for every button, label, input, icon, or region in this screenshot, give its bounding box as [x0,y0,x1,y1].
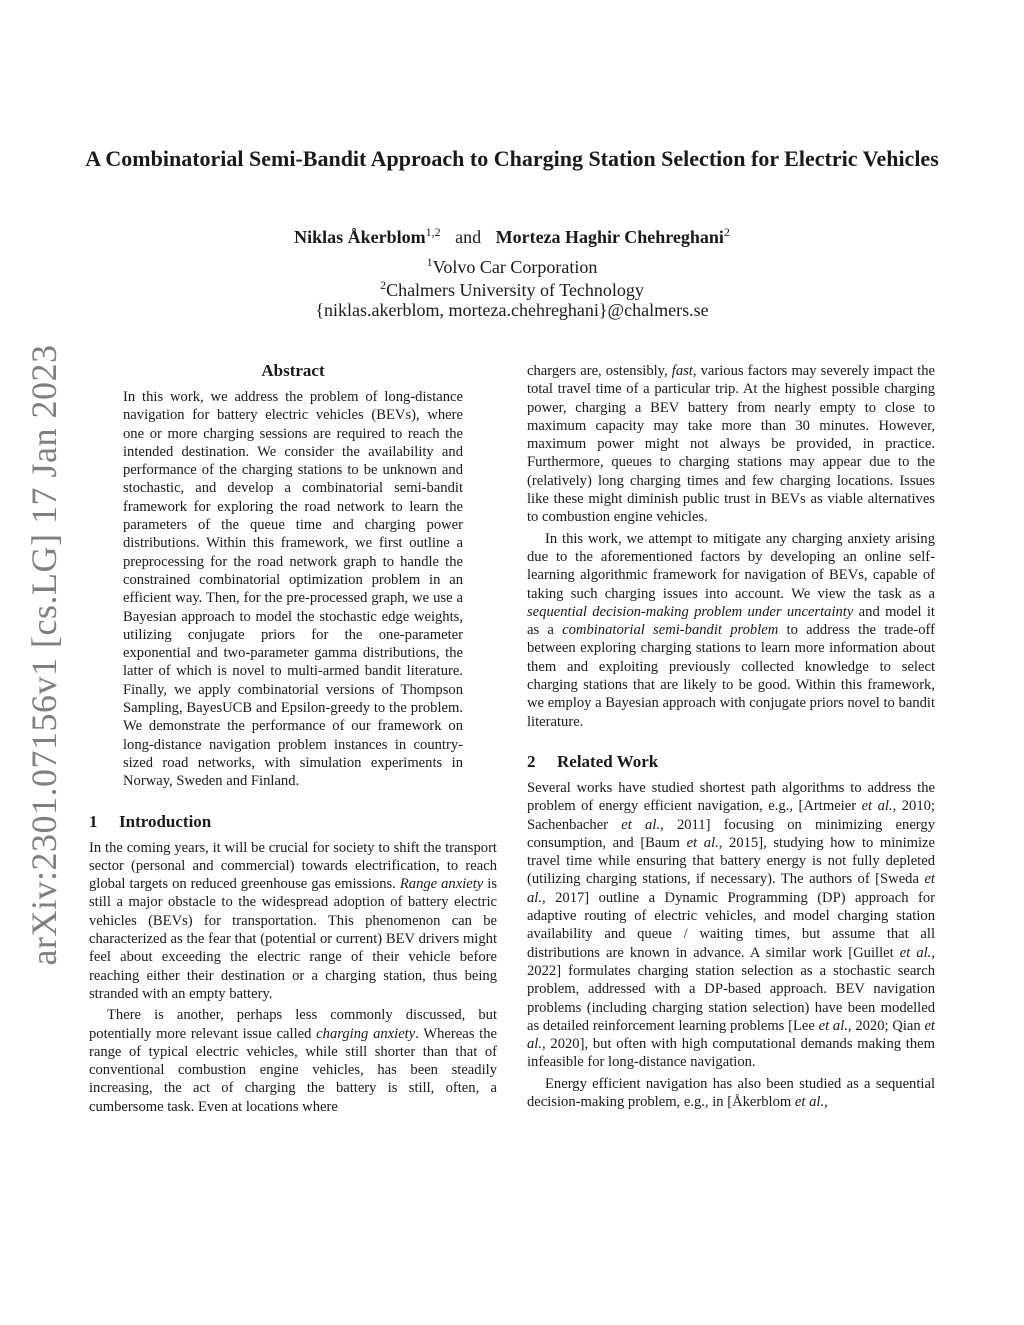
intro-p1-text-a: In the coming years, it will be crucial for society to shift the transport sector (personal and commercial) towards electrification, to reach global targets on reduced greenhouse gas emissions. [89,839,497,893]
affiliation-2-text: Chalmers University of Technology [386,280,644,300]
related-p1-em1: et al. [861,798,893,815]
intro-p1-text-b: is still a major obstacle to the widespread adoption of battery electric vehicles (BEVs) for transportation. This phenomenon can be characterized as the fear that (potential or current) BEV drivers might feel about exceeding the electric range of their vehicle before reaching either their destination or a charging station, thus being stranded with an empty battery. [89,876,497,1002]
section-1-title: Introduction [119,811,212,831]
intro-p4-emphasis-1: sequential decision-making problem under uncertainty [527,603,854,620]
related-p1-t6: , 2022] formulates charging station selection as a stochastic search problem, addressed with a DP-based approach. BEV navigation problems (including charging station selection) have been modelled as detailed reinforcement learning problems [Lee [527,944,935,1034]
related-p1-t1: Several works have studied shortest path algorithms to address the problem of energy efficient navigation, e.g., [Artmeier [527,779,935,815]
section-2-number: 2 [527,751,536,771]
related-p1-em2: et al. [621,816,661,833]
paper-title: A Combinatorial Semi-Bandit Approach to Charging Station Selection for Electric Vehicles [85,146,939,171]
intro-p4-emphasis-2: combinatorial semi-bandit problem [562,622,779,639]
author-line [80,220,944,249]
related-p2-text-b: , [824,1093,828,1110]
intro-p3-emphasis: fast [671,363,693,379]
related-p1-t2: , 2010; Sachenbacher [527,798,935,833]
intro-paragraph-1 [89,839,497,1004]
intro-p4-text-b: and model it as a [527,603,935,639]
related-p1-t4: , 2015], studying how to minimize travel time while ensuring that battery energy is not fully depleted (utilizing charging stations, if necessary). The authors of [Sweda [527,834,936,888]
intro-p3-text-b: , various factors may severely impact the total travel time of a particular trip. At the highest possible charging power, charging a BEV battery from nearly empty to close to maximum capacity may take more than 30 minutes. However, maximum power might not always be provided, in practice. Furthermore, queues to charging stations may appear due to the (relatively) long charging times and few charging locations. Issues like these might diminish public trust in BEVs as viable alternatives to combustion engine vehicles. [527,363,935,526]
section-2-title: Related Work [557,751,659,771]
abstract-text: In this work, we address the problem of long-distance navigation for battery electric vehicles (BEVs), where one or more charging sessions are required to reach the intended destination. We consider the availability and performance of the charging stations to be unknown and stochastic, and develop a combinatorial semi-bandit framework for exploring the road network to learn the parameters of the queue time and charging power distributions. Within this framework, we first outline a preprocessing for the road network graph to handle the constrained combinatorial optimization problem in an efficient way. Then, for the pre-processed graph, we use a Bayesian approach to model the stochastic edge weights, utilizing conjugate priors for the one-parameter exponential and two-parameter gamma distributions, the latter of which is novel to multi-armed bandit literature. Finally, we apply combinatorial versions of Thompson Sampling, BayesUCB and Epsilon-greedy to the problem. We demonstrate the performance of our framework on long-distance navigation problem instances in country-sized road networks, with simulation experiments in Norway, Sweden and Finland. [123,389,463,790]
related-p1-em6: et al. [818,1017,848,1034]
related-p2-emphasis: et al. [794,1093,825,1110]
abstract-heading: Abstract [261,361,325,380]
author-1-name: Niklas Åkerblom [294,227,426,247]
intro-p2-text-b: . Whereas the range of typical electric vehicles, while still shorter than that of conventional combustion engine vehicles, has been steadily increasing, the act of charging the battery is still, often, a cumbersome task. Even at locations where [89,1025,497,1115]
intro-p2-text-a: There is another, perhaps less commonly discussed, but potentially more relevant issue called [89,1007,497,1042]
intro-p4-text-a: In this work, we attempt to mitigate any charging anxiety arising due to the aforementioned factors by developing an online self-learning algorithmic framework for navigation of BEVs, capable of taking such charging issues into account. We view the task as a [527,530,935,602]
related-p2-text-a: Energy efficient navigation has also been studied as a sequential decision-making problem, e.g., in [Åkerblom [527,1075,935,1110]
related-p1-t5: , 2017] outline a Dynamic Programming (DP) approach for adaptive routing of electric vehicles, and model charging station availability and queue / waiting times, but assume that all distributions are known in advance. A similar work [Guillet [527,889,935,961]
author-2-affiliation-marker: 2 [723,225,730,239]
right-column [527,362,935,1111]
related-p1-em7: et al. [527,1017,935,1053]
intro-p3-text-a: chargers are, ostensibly, [527,363,668,379]
intro-paragraph-2 [89,1006,497,1116]
section-2-heading [527,751,935,773]
arxiv-identifier: arXiv:2301.07156v1 [cs.LG] 17 Jan 2023 [24,344,64,966]
author-1-affiliation-marker: 1,2 [425,225,441,239]
intro-p4-text-c: to address the trade-off between exploring charging stations to learn more information about them and exploiting previously collected knowledge to select charging stations that are likely to be good. Within this framework, we employ a Bayesian approach with conjugate priors novel to bandit literature. [527,622,936,730]
section-1-number: 1 [89,811,98,831]
author-separator: and [455,227,482,247]
related-p1-t3: , 2011] focusing on minimizing energy consumption, and [Baum [527,816,935,851]
section-1-heading [89,811,497,833]
intro-p1-emphasis: Range anxiety [399,876,484,893]
related-p1-em4: et al. [527,871,935,906]
affiliation-1-text: Volvo Car Corporation [432,257,598,277]
related-p1-t7: , 2020; Qian [847,1017,921,1034]
left-column [89,360,497,1116]
related-p1-em5: et al. [899,944,932,961]
author-2-name: Morteza Haghir Chehreghani [495,227,724,247]
related-paragraph-1 [527,779,935,1072]
intro-p2-emphasis: charging anxiety [316,1025,416,1042]
affiliation-1-marker: 1 [426,255,433,269]
intro-paragraph-3 [527,362,935,527]
related-p1-t8: , 2020], but often with high computational demands making them infeasible for long-distance navigation. [527,1036,935,1071]
author-emails: {niklas.akerblom, morteza.chehreghani}@chalmers.se [315,300,709,320]
related-p1-em3: et al. [686,834,719,851]
intro-paragraph-4 [527,530,935,731]
related-paragraph-2 [527,1075,935,1112]
affiliation-2-marker: 2 [380,278,387,292]
